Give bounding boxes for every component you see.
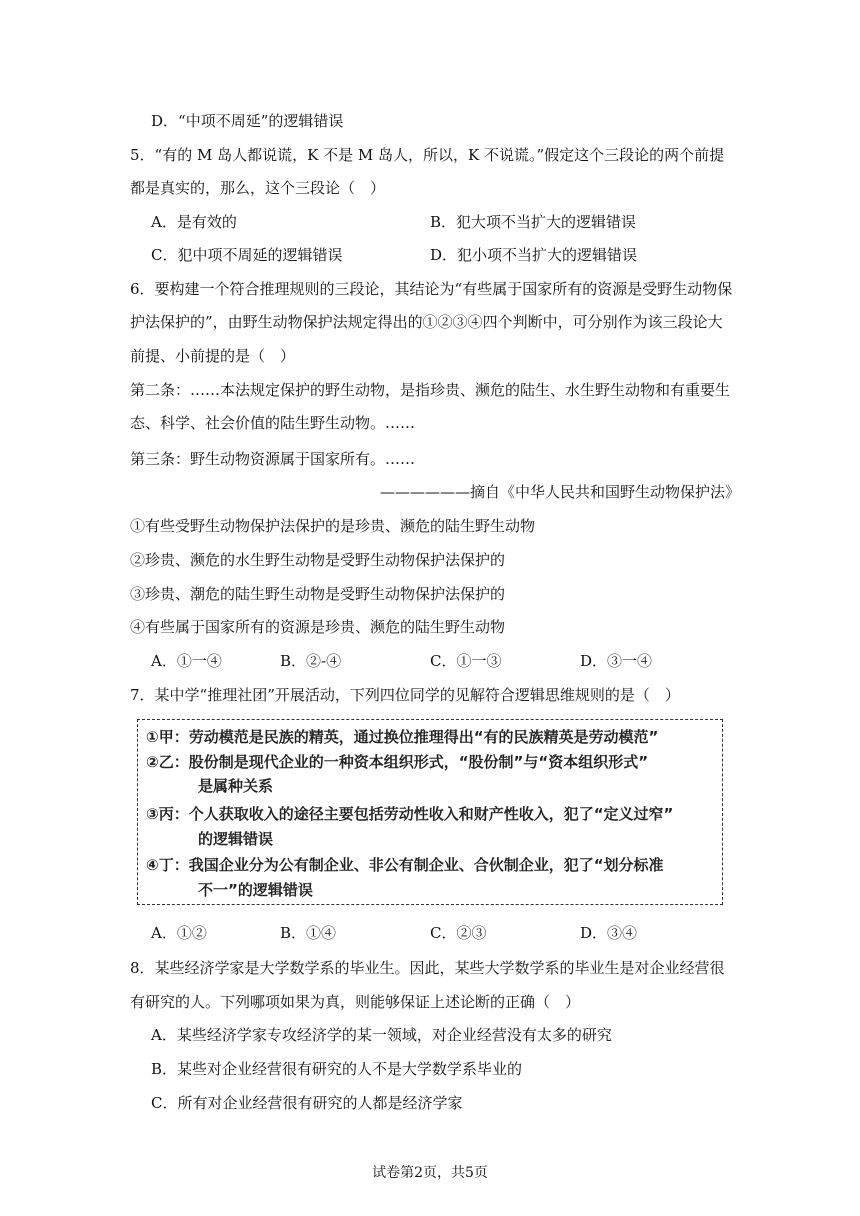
q7-box-line1: ①甲：劳动模范是民族的精英，通过换位推理得出“有的民族精英是劳动模范” — [146, 728, 659, 746]
q8-option-a: A．某些经济学家专攻经济学的某一领域，对企业经营没有太多的研究 — [151, 1026, 612, 1044]
q7-box-line2: ②乙：股份制是现代企业的一种资本组织形式，“股份制”与“资本组织形式” — [146, 753, 649, 771]
q7-box-line6: ④丁：我国企业分为公有制企业、非公有制企业、合伙制企业，犯了“划分标准 — [146, 856, 664, 874]
q7-stem: 7．某中学“推理社团”开展活动，下列四位同学的见解符合逻辑思维规则的是（ ） — [130, 686, 680, 704]
q6-statement-1: ①有些受野生动物保护法保护的是珍贵、濒危的陆生野生动物 — [130, 517, 536, 535]
page-footer: 试卷第2页，共5页 — [372, 1165, 488, 1181]
q8-option-b: B．某些对企业经营很有研究的人不是大学数学系毕业的 — [151, 1060, 523, 1078]
q5-option-c: C．犯中项不周延的逻辑错误 — [151, 246, 343, 264]
q6-option-d: D．③一④ — [580, 652, 653, 670]
q7-quote-box — [137, 719, 723, 905]
q4-option-d: D．“中项不周延”的逻辑错误 — [151, 112, 344, 130]
q7-option-c: C．②③ — [430, 924, 487, 942]
q7-box-line3: 是属种关系 — [198, 777, 274, 795]
q7-box-line7: 不一”的逻辑错误 — [198, 881, 313, 899]
q6-stem-line2: 护法保护的”，由野生动物保护法规定得出的①②③④四个判断中，可分别作为该三段论大 — [130, 313, 723, 331]
q5-stem-line2: 都是真实的，那么，这个三段论（ ） — [130, 179, 386, 197]
q6-statement-4: ④有些属于国家所有的资源是珍贵、濒危的陆生野生动物 — [130, 618, 506, 636]
q8-stem-line1: 8．某些经济学家是大学数学系的毕业生。因此，某些大学数学系的毕业生是对企业经营很 — [130, 959, 725, 977]
q6-stem-line3: 前提、小前提的是（ ） — [130, 347, 296, 365]
q6-article3: 第三条：野生动物资源属于国家所有。…… — [130, 450, 416, 468]
q7-option-a: A．①② — [151, 924, 207, 942]
q5-option-d: D．犯小项不当扩大的逻辑错误 — [430, 246, 638, 264]
q7-box-line4: ③丙：个人获取收入的途径主要包括劳动性收入和财产性收入，犯了“定义过窄” — [146, 805, 674, 823]
q6-option-a: A．①一④ — [151, 652, 222, 670]
q7-option-b: B．①④ — [280, 924, 337, 942]
q5-option-b: B．犯大项不当扩大的逻辑错误 — [430, 213, 637, 231]
q5-option-a: A．是有效的 — [151, 213, 237, 231]
q7-box-line5: 的逻辑错误 — [198, 830, 274, 848]
q6-article2-line2: 态、科学、社会价值的陆生野生动物。…… — [130, 414, 416, 432]
q6-statement-3: ③珍贵、潮危的陆生野生动物是受野生动物保护法保护的 — [130, 585, 506, 603]
q6-option-c: C．①一③ — [430, 652, 502, 670]
q6-option-b: B．②-④ — [280, 652, 342, 670]
q5-stem-line1: 5．“有的 M 岛人都说谎，K 不是 M 岛人，所以，K 不说谎。”假定这个三段论的两个前提 — [130, 146, 725, 164]
q8-stem-line2: 有研究的人。下列哪项如果为真，则能够保证上述论断的正确（ ） — [130, 993, 581, 1011]
q8-option-c: C．所有对企业经营很有研究的人都是经济学家 — [151, 1094, 463, 1112]
q6-stem-line1: 6．要构建一个符合推理规则的三段论，其结论为“有些属于国家所有的资源是受野生动物保 — [130, 280, 733, 298]
q7-option-d: D．③④ — [580, 924, 638, 942]
q6-statement-2: ②珍贵、濒危的水生野生动物是受野生动物保护法保护的 — [130, 551, 506, 569]
q6-article2-line1: 第二条：……本法规定保护的野生动物，是指珍贵、濒危的陆生、水生野生动物和有重要生 — [130, 381, 731, 399]
q6-source-citation: ——————摘自《中华人民共和国野生动物保护法》 — [379, 483, 740, 501]
